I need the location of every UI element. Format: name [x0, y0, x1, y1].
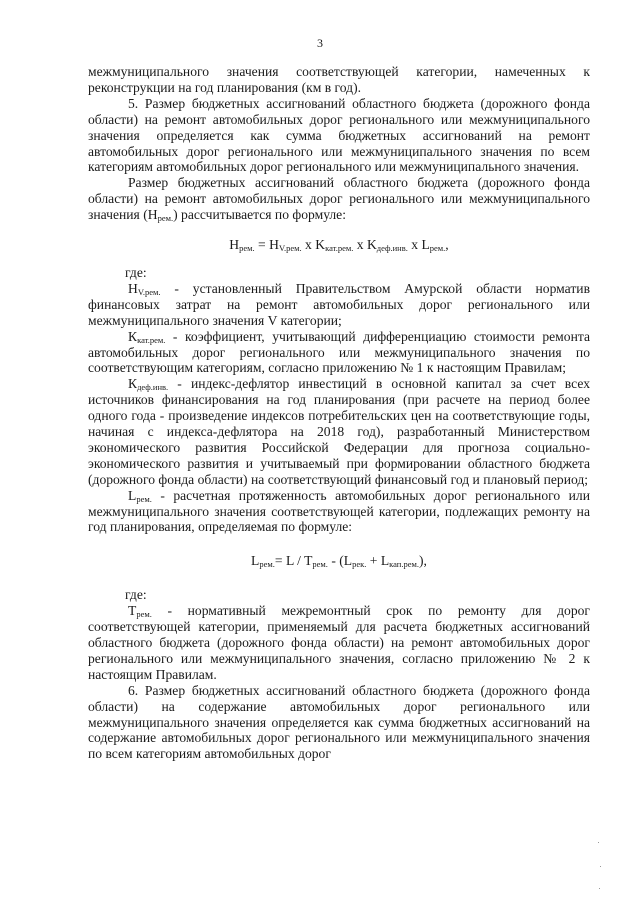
definition-repair-interval: [88, 603, 590, 683]
definition-text: - расчетная протяженность автомобильных дорог регионального или межмуниципального значения соответствующей категории, подлежащих ремонту на год планирования, определяемая по формуле:: [88, 487, 590, 535]
text-segment: ) рассчитывается по формуле:: [173, 207, 346, 223]
paragraph-formula-intro: [88, 175, 590, 223]
paragraph-continuation: межмуниципального значения соответствующей категории, намеченных к реконструкции на год планирования (км в год).: [88, 64, 590, 95]
formula-term: ,: [445, 237, 449, 253]
definition-text: - нормативный межремонтный срок по ремонту для дорог соответствующей категории, применяемый для расчета бюджетных ассигнований областного бюджета (дорожного фонда области) на ремонт автомобильных дорог регионального или межмуниципального значения, согласно приложению № 2 к настоящим Правилам.: [88, 603, 590, 682]
formula-term: Н: [229, 237, 240, 253]
symbol: L: [128, 487, 137, 503]
subscript: рем.: [157, 213, 174, 224]
definition-text: - коэффициент, учитывающий дифференциацию стоимости ремонта автомобильных дорог регионального или межмуниципального значения по соответствующим категориям, согласно приложению № 1 к настоящим Правилам;: [88, 328, 590, 376]
formula-subscript: V.рем.: [278, 243, 302, 254]
definition-deflator-index: [88, 376, 590, 487]
formula-term: x L: [407, 237, 430, 253]
where-label: где:: [125, 264, 147, 280]
formula-subscript: кап.рем.: [389, 559, 420, 570]
formula-subscript: кат.рем.: [325, 243, 354, 254]
definition-text: - индекс-дефлятор инвестиций в основной капитал за счет всех источников финансирования на год планирования (при расчете на период более одного года - произведение индексов потребительских цен на соответствующие годы, начиная с индекса-дефлятора на 2018 год), разработанный Министерством экономического развития Российской Федерации для прогноза социально-экономического развития и учитываемый при формировании областного бюджета (дорожного фонда области) на соответствующий финансовый год и плановый период;: [88, 376, 590, 487]
formula-term: L: [251, 553, 260, 569]
symbol: Н: [128, 280, 138, 296]
formula-term: = Н: [254, 237, 279, 253]
subscript: V.рем.: [137, 286, 161, 297]
subscript: рем.: [136, 493, 152, 504]
definition-repair-length: [88, 488, 590, 536]
formula-term: ),: [419, 553, 427, 569]
scan-speck: [599, 888, 600, 889]
scan-speck: [600, 866, 601, 867]
definition-norm: [88, 281, 590, 329]
subscript: деф.инв.: [137, 382, 169, 393]
formula-term: - (L: [327, 553, 353, 569]
symbol: К: [128, 328, 138, 344]
page-number: 3: [317, 36, 323, 50]
formula-repair-length: [88, 535, 590, 587]
where-label: где:: [125, 587, 147, 603]
text-segment: Размер бюджетных ассигнований областного бюджета (дорожного фонда области) на ремонт автомобильных дорог регионального или межмуниципального значения (Н: [88, 175, 590, 223]
formula-term: + L: [366, 553, 390, 569]
formula-subscript: рем.: [312, 559, 328, 570]
formula-subscript: рем.: [429, 243, 446, 254]
formula-subscript: деф.инв.: [376, 243, 408, 254]
formula-subscript: рем.: [239, 243, 255, 254]
document-body: [88, 64, 590, 762]
formula-term: x K: [353, 237, 377, 253]
formula-subscript: рек.: [352, 559, 367, 570]
subscript: рем.: [136, 609, 152, 620]
symbol: Т: [128, 603, 137, 619]
scan-speck: [598, 842, 599, 843]
formula-term: x K: [301, 237, 326, 253]
formula-subscript: рем.: [259, 559, 275, 570]
definition-text: - установленный Правительством Амурской области норматив финансовых затрат на ремонт автомобильных дорог регионального или межмуниципального значения V категории;: [88, 280, 590, 328]
formula-repair-cost: [88, 223, 590, 265]
paragraph-section-6: 6. Размер бюджетных ассигнований областного бюджета (дорожного фонда области) на содержание автомобильных дорог регионального или межмуниципального значения определяется как сумма бюджетных ассигнований на содержание автомобильных дорог регионального или межмуниципального значения по всем категориям автомобильных дорог: [88, 682, 590, 762]
formula-term: = L / T: [274, 553, 313, 569]
paragraph-section-5: 5. Размер бюджетных ассигнований областного бюджета (дорожного фонда области) на ремонт автомобильных дорог регионального или межмуниципального значения определяется как сумма бюджетных ассигнований на ремонт автомобильных дорог регионального или межмуниципального значения по всем категориям автомобильных дорог регионального или межмуниципального значения.: [88, 95, 590, 175]
subscript: кат.рем.: [137, 334, 166, 345]
symbol: К: [128, 376, 138, 392]
definition-category-coefficient: [88, 329, 590, 377]
